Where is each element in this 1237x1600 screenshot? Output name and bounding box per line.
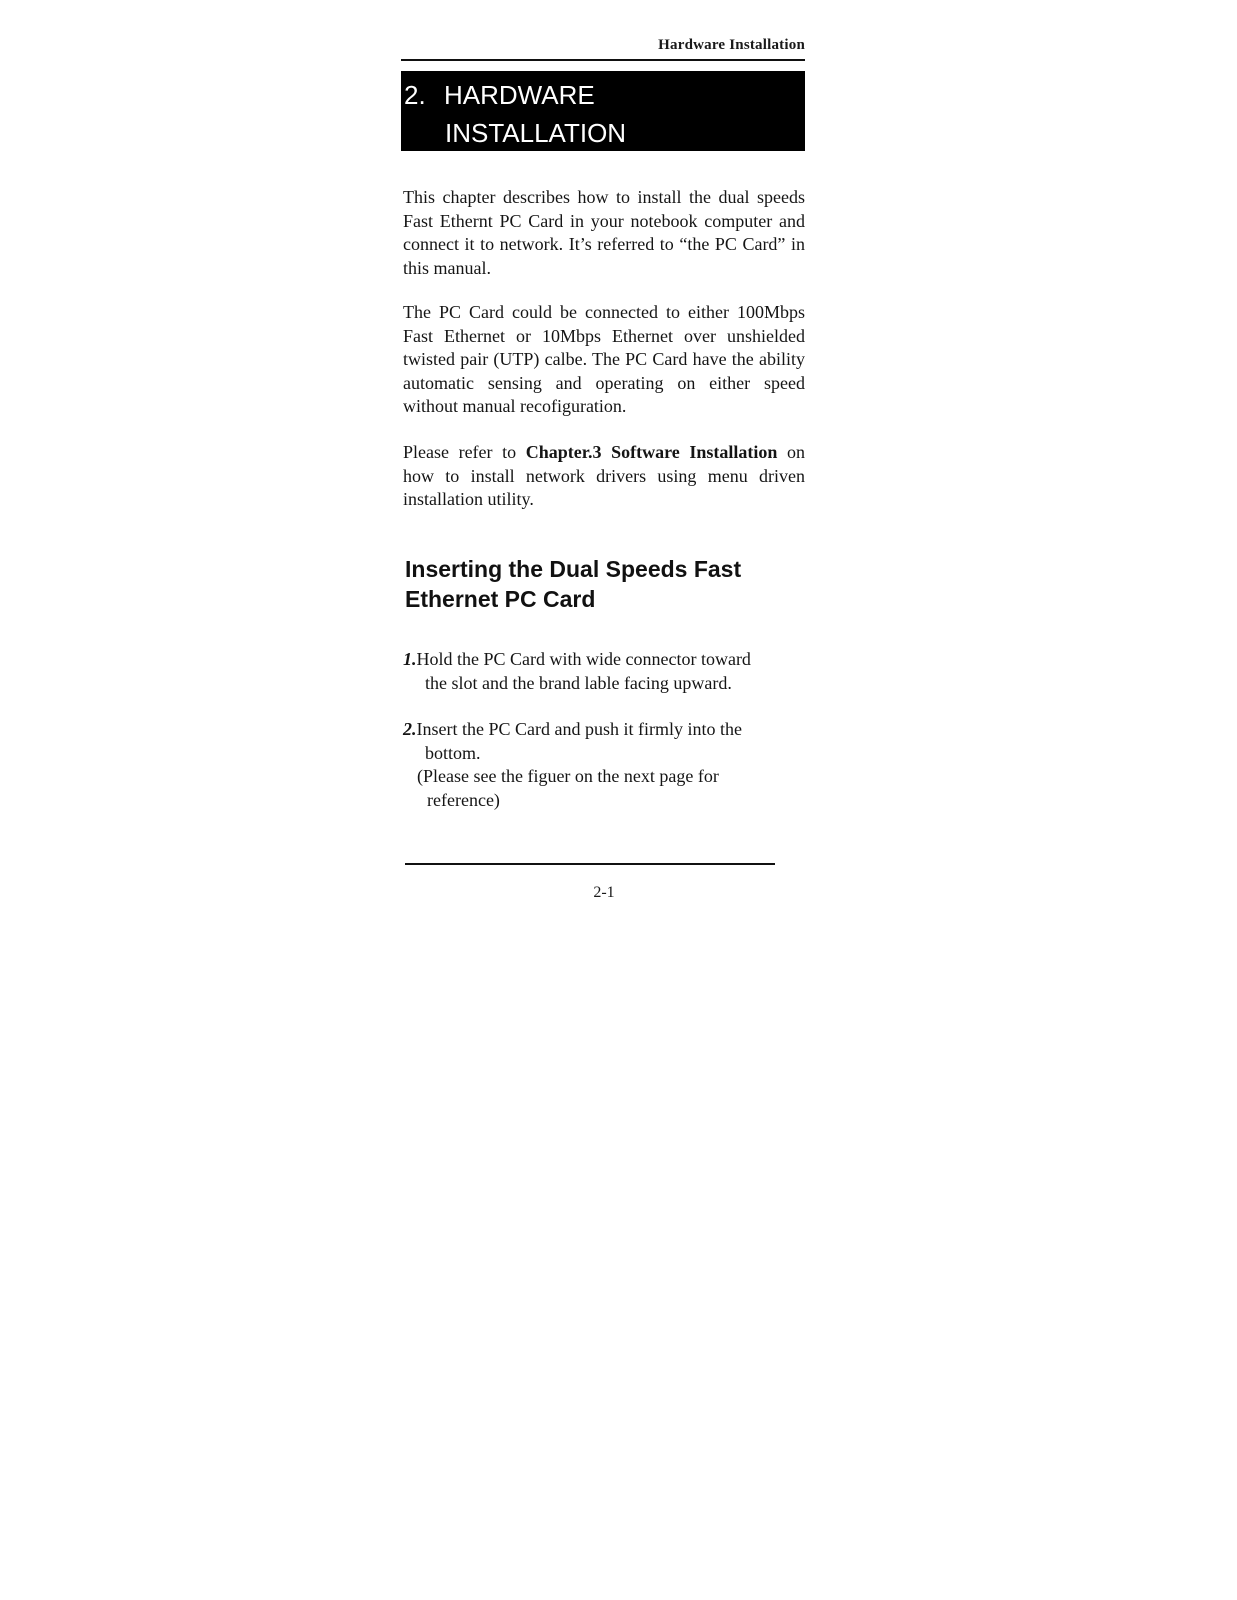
refer-prefix: Please refer to	[403, 442, 526, 462]
step-1-line1: Hold the PC Card with wide connector toward	[416, 649, 751, 669]
chapter-number: 2.	[404, 80, 426, 110]
chapter-title-line2: INSTALLATION	[445, 118, 627, 148]
chapter-title-line1	[404, 76, 805, 114]
section-heading-line2: Ethernet PC Card	[405, 586, 596, 612]
step-1-line2: the slot and the brand lable facing upward.	[425, 673, 732, 693]
footer-divider	[405, 863, 775, 865]
step-1	[403, 647, 805, 695]
connection-paragraph: The PC Card could be connected to either 100Mbps Fast Ethernet or 10Mbps Ethernet over unshielded twisted pair (UTP) calbe. The PC Card have the ability automatic sensing and operating on either speed without manual recofiguration.	[403, 302, 805, 416]
refer-suffix: on how to install network drivers using menu driven installation utility.	[403, 442, 806, 509]
refer-paragraph	[403, 441, 805, 512]
step-2	[403, 717, 805, 765]
chapter-banner	[401, 71, 805, 151]
step-2-number: 2.	[403, 719, 417, 739]
intro-paragraph: This chapter describes how to install the dual speeds Fast Ethernt PC Card in your notebook computer and connect it to network. It’s referred to “the PC Card” in this manual.	[403, 187, 805, 278]
figure-note	[417, 764, 805, 812]
chapter-reference: Chapter.3 Software Installation	[525, 442, 778, 462]
header-divider	[401, 59, 805, 61]
section-heading-line1: Inserting the Dual Speeds Fast	[405, 556, 742, 582]
figure-note-line2: reference)	[427, 790, 500, 810]
figure-note-line1: (Please see the figuer on the next page for	[417, 766, 719, 786]
chapter-title-word1: HARDWARE	[444, 80, 595, 110]
section-heading	[405, 554, 805, 614]
running-header: Hardware Installation	[658, 37, 805, 53]
page-number: 2-1	[593, 884, 615, 901]
step-2-line1: Insert the PC Card and push it firmly into the	[416, 719, 742, 739]
step-1-number: 1.	[403, 649, 417, 669]
step-2-line2: bottom.	[425, 743, 481, 763]
